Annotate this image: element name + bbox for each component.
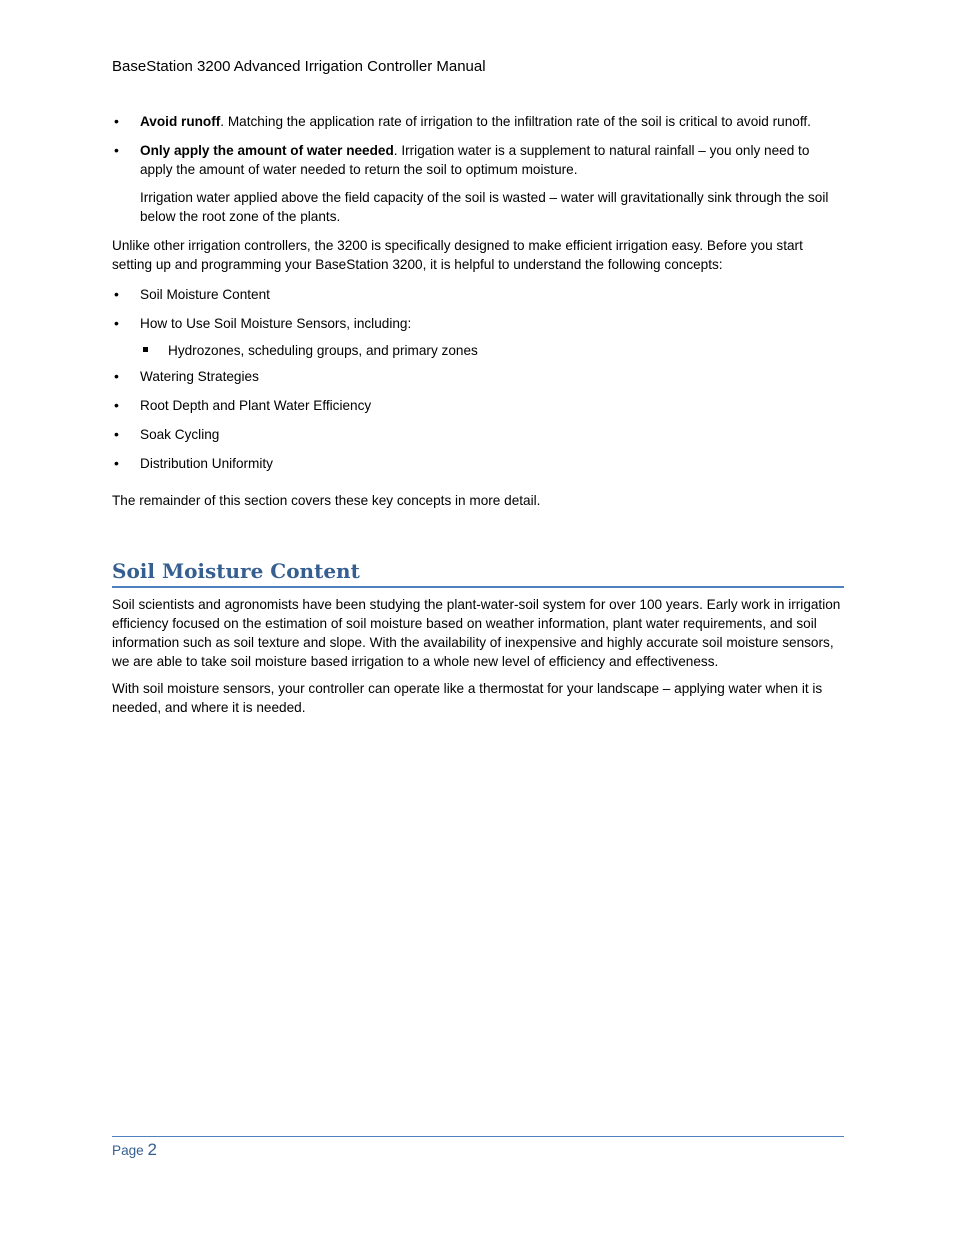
section-heading: Soil Moisture Content bbox=[112, 558, 844, 588]
list-item: • Distribution Uniformity bbox=[114, 455, 273, 471]
square-bullet-icon bbox=[143, 347, 148, 352]
list-item bbox=[112, 112, 844, 131]
guideline-list bbox=[112, 112, 844, 226]
section-paragraph: Soil scientists and agronomists have been studying the plant-water-soil system for over 100 years. Early work in irrigation efficiency focused on the estimation of soil moisture based on weather information, plant water requirements, and soil information such as soil texture and slope. With the availability of inexpensive and highly accurate soil moisture sensors, we are able to take soil moisture based irrigation to a whole new level of efficiency and effectiveness. bbox=[112, 597, 841, 669]
bullet-icon: • bbox=[114, 397, 119, 413]
bullet-icon: • bbox=[114, 113, 119, 129]
bullet-bold-label: Avoid runoff bbox=[140, 114, 221, 129]
page-footer bbox=[112, 1140, 157, 1161]
concepts-list bbox=[112, 285, 844, 473]
bullet-text: . Irrigation water is a supplement to natural rainfall – you only need to apply the amount of water needed to return the soil to optimum moisture. bbox=[140, 143, 810, 177]
bullet-icon: • bbox=[114, 426, 119, 442]
footer-divider bbox=[112, 1136, 844, 1137]
list-item: • Soil Moisture Content bbox=[114, 286, 270, 302]
list-item: • Root Depth and Plant Water Efficiency bbox=[114, 397, 372, 413]
section-paragraph: With soil moisture sensors, your controller can operate like a thermostat for your landscape – applying water when it is needed, and where it is needed. bbox=[112, 681, 823, 715]
bullet-icon: • bbox=[114, 142, 119, 158]
section-body bbox=[112, 595, 844, 717]
list-item: • How to Use Soil Moisture Sensors, including: bbox=[114, 315, 412, 331]
bullet-bold-label: Only apply the amount of water needed bbox=[140, 143, 394, 158]
list-item: • Soak Cycling bbox=[114, 426, 220, 442]
bullet-icon: • bbox=[114, 315, 119, 331]
list-item bbox=[112, 141, 844, 226]
bullet-icon: • bbox=[114, 455, 119, 471]
intro-paragraph: Unlike other irrigation controllers, the 3200 is specifically designed to make efficient irrigation easy. Before you start setting up and programming your BaseStation 3200, it is helpful to understand the following concepts: bbox=[112, 238, 803, 272]
bullet-icon: • bbox=[114, 368, 119, 384]
bullet-text: . Matching the application rate of irrigation to the infiltration rate of the soil is critical to avoid runoff. bbox=[220, 114, 811, 129]
sub-list-item: Hydrozones, scheduling groups, and primary zones bbox=[112, 341, 844, 360]
page-number: 2 bbox=[147, 1140, 157, 1159]
page-content bbox=[112, 112, 844, 717]
list-item: • Watering Strategies bbox=[114, 368, 259, 384]
page-label: Page bbox=[112, 1143, 144, 1158]
bullet-continuation: Irrigation water applied above the field capacity of the soil is wasted – water will gravitationally sink through the soil below the root zone of the plants. bbox=[140, 190, 829, 224]
bullet-icon: • bbox=[114, 286, 119, 302]
remainder-paragraph: The remainder of this section covers these key concepts in more detail. bbox=[112, 493, 541, 508]
page-header: BaseStation 3200 Advanced Irrigation Controller Manual bbox=[112, 58, 486, 75]
